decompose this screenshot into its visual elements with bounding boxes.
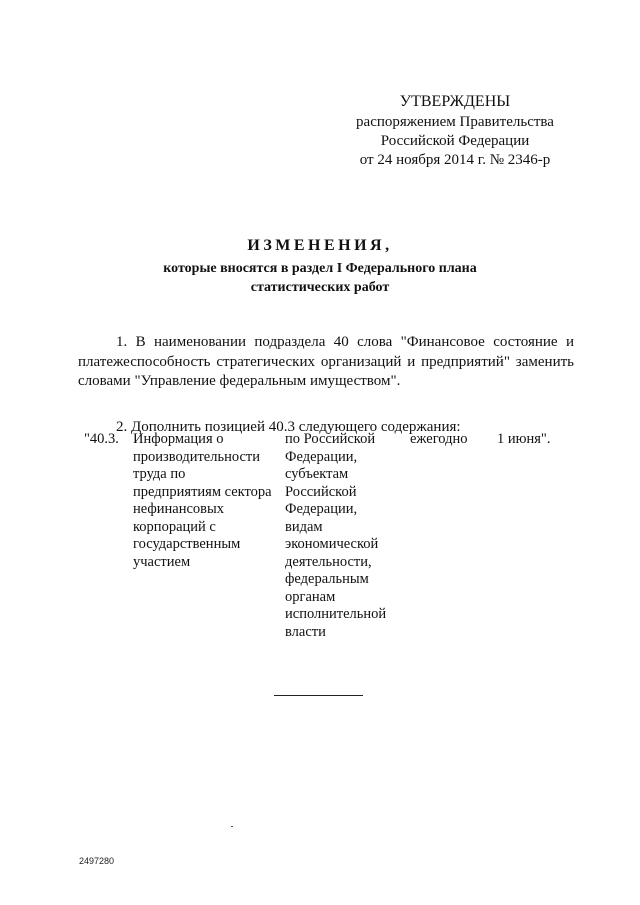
approval-line-2: Российской Федерации [380, 133, 530, 149]
paragraph-2-line-1-text: 2. Дополнить позицией 40.3 следующего содержания: [116, 419, 461, 435]
paragraph-1-line-2: платежеспособность стратегических организаций и предприятий" заменить [78, 353, 574, 370]
position-grouping-line: экономической [285, 536, 379, 552]
position-grouping-line: субъектам [285, 466, 349, 482]
position-name-line: предприятиям сектора [133, 483, 272, 500]
position-name-line: государственным [133, 536, 241, 552]
approval-title: УТВЕРЖДЕНЫ [399, 93, 511, 110]
position-name-line: труда по [133, 466, 186, 482]
position-name-line: нефинансовых [133, 501, 225, 517]
paragraph-1-line-1 [78, 333, 574, 353]
scan-speck [231, 826, 233, 827]
position-grouping-line: исполнительной [285, 606, 387, 622]
approval-line-1: распоряжением Правительства [356, 114, 554, 130]
paragraph-1 [78, 333, 574, 392]
position-grouping-line: видам [285, 518, 323, 535]
position-grouping-line: Федерации, [285, 501, 358, 517]
approval-line-3: от 24 ноября 2014 г. № 2346-р [359, 152, 551, 168]
heading-subtitle-line-1: которые вносятся в раздел I Федерального плана [163, 261, 477, 276]
position-grouping-line: органам [285, 588, 336, 605]
position-name-line: производительности [133, 448, 260, 465]
position-grouping-line: по Российской [285, 431, 376, 447]
position-grouping-line: Федерации, [285, 448, 358, 465]
position-grouping [285, 431, 400, 641]
position-name-line: Информация о [133, 431, 224, 447]
heading-title: ИЗМЕНЕНИЯ, [247, 237, 393, 254]
position-grouping-line: Российской [285, 483, 357, 500]
position-number: "40.3. [84, 431, 119, 447]
document-heading [0, 236, 640, 297]
paragraph-1-line-3: словами "Управление федеральным имуществом". [78, 373, 401, 389]
document-number: 2497280 [79, 856, 115, 866]
heading-subtitle-line-2: статистических работ [250, 280, 390, 295]
closing-rule [274, 695, 363, 696]
position-deadline: 1 июня". [497, 431, 551, 447]
position-grouping-line: деятельности, [285, 553, 372, 570]
position-name-line: корпораций с [133, 518, 216, 535]
position-name-line: участием [133, 553, 191, 570]
position-grouping-line: власти [285, 623, 326, 640]
position-frequency: ежегодно [410, 431, 468, 447]
position-name [133, 431, 283, 571]
paragraph-1-line-1-text: 1. В наименовании подраздела 40 слова "Финансовое состояние и [116, 334, 574, 350]
approval-block [340, 92, 570, 170]
position-grouping-line: федеральным [285, 571, 369, 587]
